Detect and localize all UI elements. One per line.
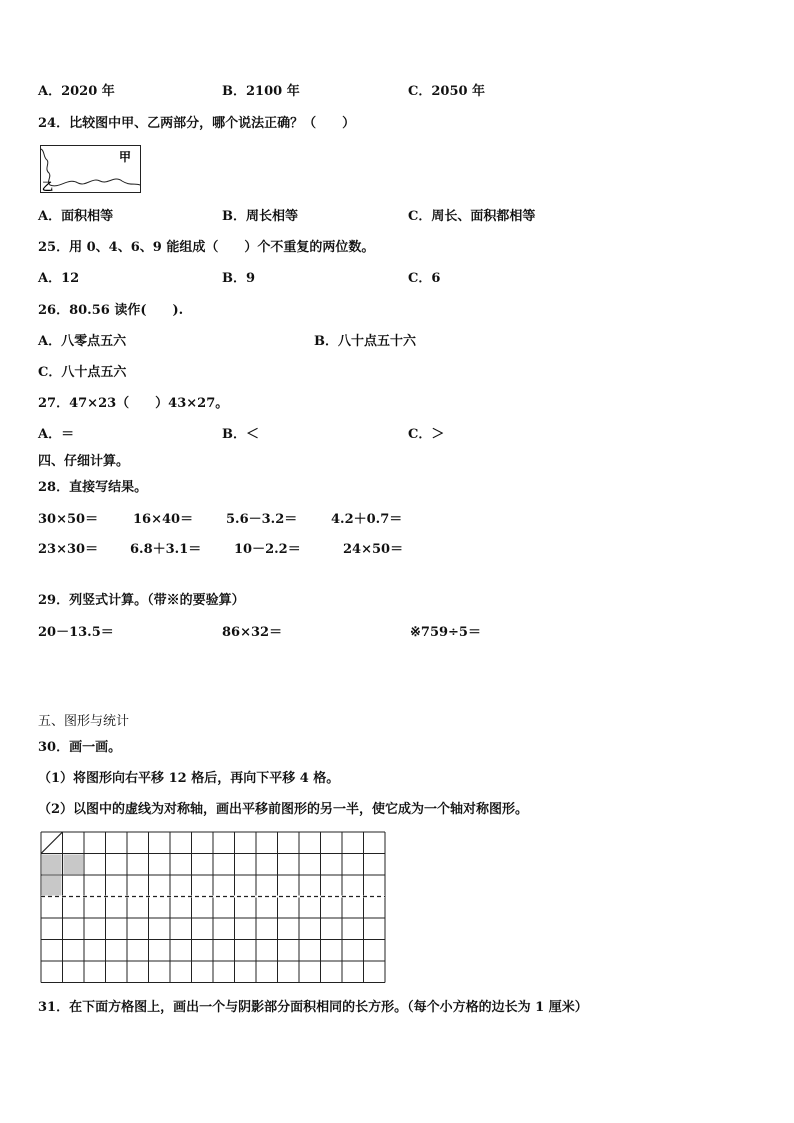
question-31: 31．在下面方格图上，画出一个与阴影部分面积相同的长方形。（每个小方格的边长为 1 厘米） — [38, 1000, 588, 1015]
option-b: B．周长相等 — [222, 209, 298, 224]
calc-item: 86×32＝ — [222, 625, 283, 640]
option-c: C．＞ — [408, 427, 445, 442]
question-30-part-1: （1）将图形向右平移 12 格后，再向下平移 4 格。 — [38, 771, 340, 786]
shaded-cell — [42, 876, 62, 896]
translation-grid — [40, 831, 388, 985]
option-a: A．＝ — [38, 427, 75, 442]
calc-item: 4.2＋0.7＝ — [331, 512, 403, 527]
option-a: A．2020 年 — [38, 84, 115, 99]
calc-item: 30×50＝ — [38, 512, 99, 527]
question-29: 29．列竖式计算。（带※的要验算） — [38, 593, 245, 608]
shaded-cell — [42, 855, 62, 875]
calc-item: ※759÷5＝ — [410, 625, 481, 640]
calc-item: 24×50＝ — [343, 542, 404, 557]
option-c: C．6 — [408, 271, 441, 286]
question-30-part-2: （2）以图中的虚线为对称轴，画出平移前图形的另一半，使它成为一个轴对称图形。 — [38, 802, 529, 817]
option-a: A．八零点五六 — [38, 334, 127, 349]
calc-item: 5.6－3.2＝ — [226, 512, 298, 527]
question-24-figure — [40, 145, 141, 193]
option-c: C．周长、面积都相等 — [408, 209, 536, 224]
question-27: 27．47×23（ ）43×27。 — [38, 396, 229, 411]
question-28: 28．直接写结果。 — [38, 480, 148, 495]
option-b: B．9 — [222, 271, 256, 286]
option-c: C．2050 年 — [408, 84, 486, 99]
question-24: 24．比较图中甲、乙两部分，哪个说法正确？（ ） — [38, 116, 356, 131]
section-title: 五、图形与统计 — [38, 714, 130, 729]
option-c: C．八十点五六 — [38, 365, 127, 380]
option-b: B．＜ — [222, 427, 259, 442]
calc-item: 20－13.5＝ — [38, 625, 114, 640]
calc-item: 6.8＋3.1＝ — [130, 542, 202, 557]
calc-item: 10－2.2＝ — [234, 542, 301, 557]
question-30: 30．画一画。 — [38, 740, 122, 755]
option-a: A．12 — [38, 271, 80, 286]
shape-diagonal-edge — [41, 832, 63, 854]
question-25: 25．用 0、4、6、9 能组成（ ）个不重复的两位数。 — [38, 240, 375, 255]
calc-item: 23×30＝ — [38, 542, 99, 557]
shaded-cell — [64, 855, 84, 875]
question-26: 26．80.56 读作( ). — [38, 303, 184, 318]
option-a: A．面积相等 — [38, 209, 114, 224]
figure-label-jia: 甲 — [119, 150, 132, 164]
option-b: B．2100 年 — [222, 84, 300, 99]
section-title: 四、仔细计算。 — [38, 454, 130, 469]
figure-label-yi: 乙 — [42, 180, 53, 193]
calc-item: 16×40＝ — [133, 512, 194, 527]
option-b: B．八十点五十六 — [314, 334, 416, 349]
